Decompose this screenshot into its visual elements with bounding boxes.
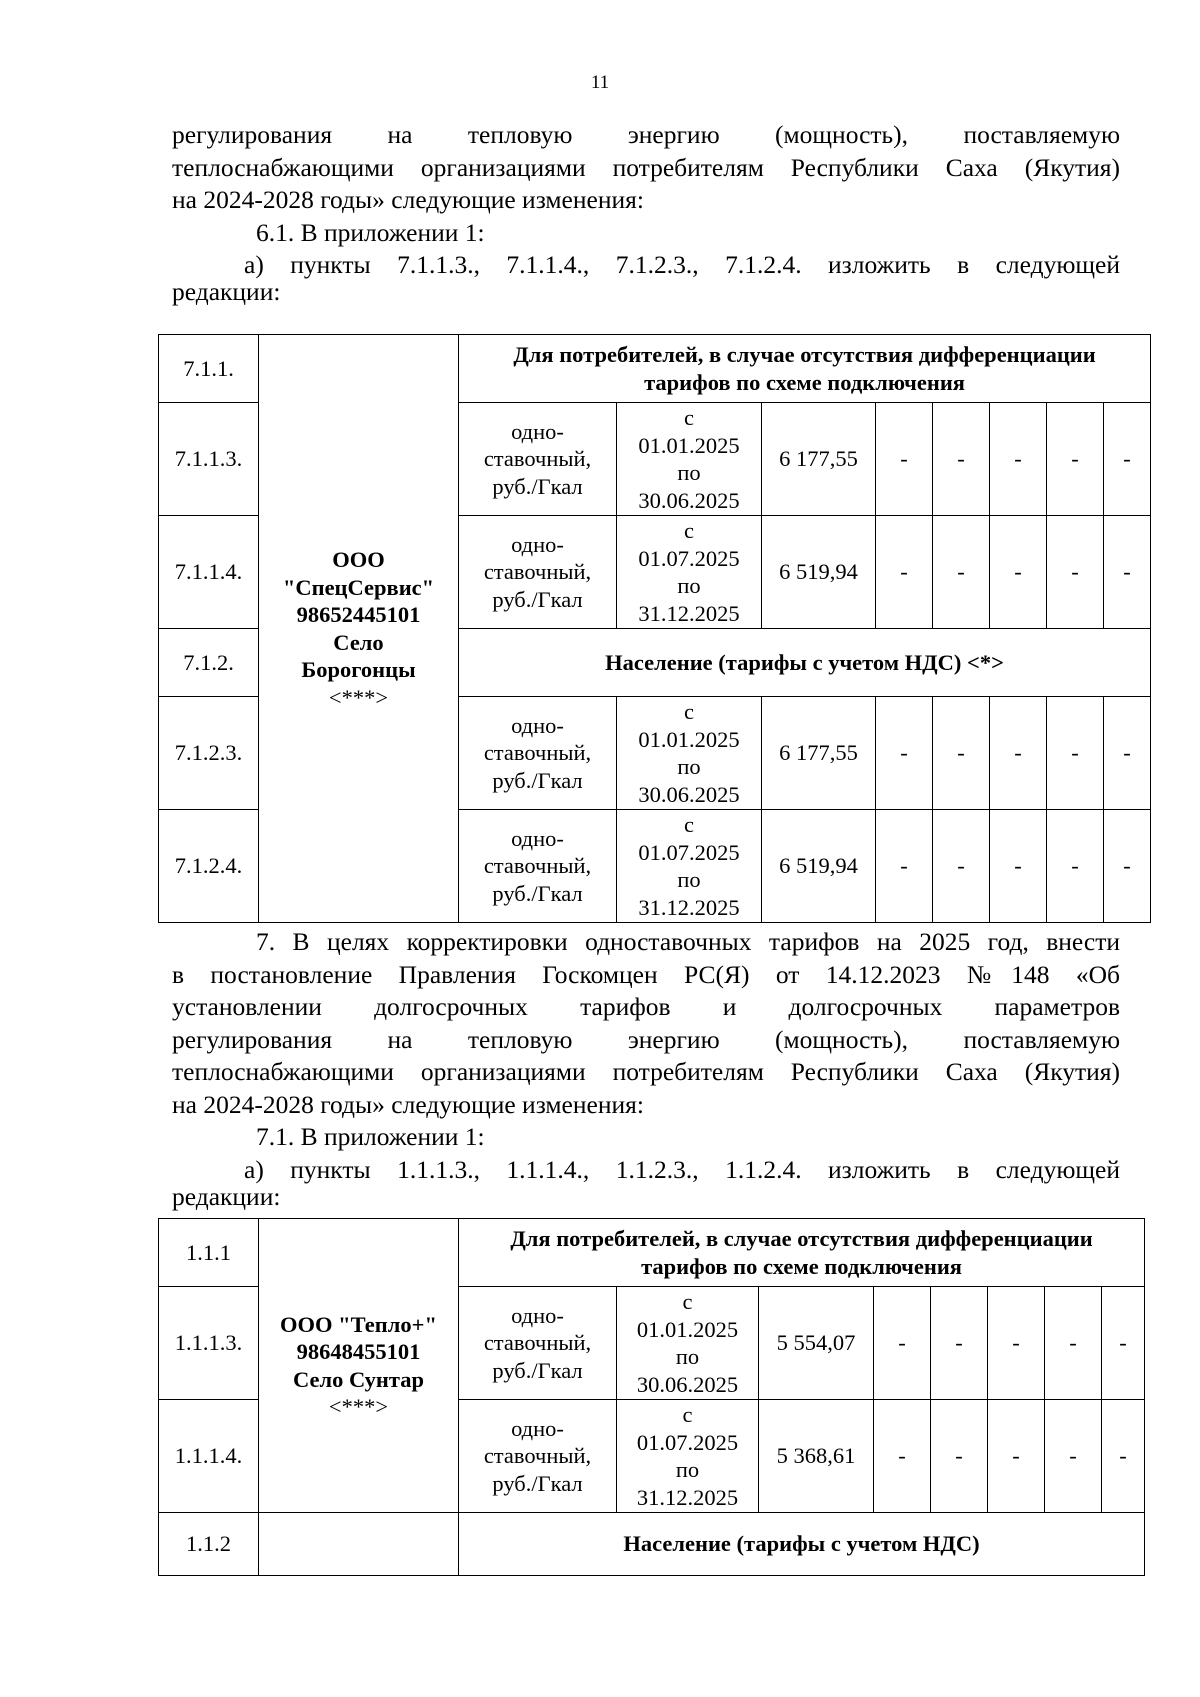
- empty-value: -: [933, 516, 990, 629]
- tariff-type: [459, 1287, 617, 1400]
- tariff-period: [617, 697, 762, 810]
- row-code: 7.1.1.: [159, 335, 259, 403]
- period-line: по: [675, 1344, 700, 1369]
- period-line: с: [684, 699, 694, 724]
- period-line: 30.06.2025: [638, 487, 740, 513]
- tariff-value: 5 554,07: [759, 1287, 874, 1400]
- tariff-type-line: руб./Гкал: [492, 1470, 583, 1496]
- period-line: 30.06.2025: [638, 781, 740, 807]
- tariff-type-line: одно-: [511, 418, 564, 444]
- text-line: на 2024-2028 годы» следующие изменения:: [172, 1089, 644, 1119]
- period-line: 31.12.2025: [638, 894, 740, 920]
- empty-value: -: [1104, 810, 1151, 923]
- period-line: с: [682, 1289, 693, 1314]
- tariff-type-line: ставочный,: [483, 1330, 592, 1356]
- text-line: на 2024-2028 годы» следующие изменения:: [172, 185, 644, 214]
- period-line: с: [684, 518, 694, 543]
- tariff-type-line: ставочный,: [483, 559, 592, 585]
- section-title: [459, 335, 1151, 403]
- table-row: [159, 335, 1151, 403]
- row-code: 1.1.1.3.: [159, 1287, 259, 1400]
- tariff-type: [459, 697, 617, 810]
- subsection-heading: 7.1. В приложении 1:: [256, 1122, 485, 1151]
- table-row: [159, 1219, 1145, 1287]
- empty-value: -: [876, 810, 933, 923]
- text-line: редакции:: [172, 1181, 281, 1211]
- empty-value: -: [1102, 1287, 1145, 1400]
- tariff-type-line: руб./Гкал: [492, 1357, 583, 1383]
- section-title: [459, 629, 1151, 697]
- text-line: регулирования на тепловую энергию (мощность), поставляемую: [172, 120, 1120, 149]
- tariff-period: [617, 516, 762, 629]
- intro-paragraph: [172, 119, 1120, 306]
- period-line: с: [682, 1402, 693, 1427]
- empty-value: -: [1045, 1287, 1102, 1400]
- organization-cell: [259, 1219, 459, 1513]
- section-title: [459, 1219, 1145, 1287]
- org-footnote-mark: <***>: [328, 684, 389, 710]
- tariff-table-spetsservis: [158, 334, 1151, 923]
- tariff-type-line: ставочный,: [483, 740, 592, 766]
- text-line: установлении долгосрочных тарифов и долгосрочных параметров: [172, 992, 1120, 1021]
- org-inn: 98648455101: [296, 1339, 421, 1364]
- text-line: теплоснабжающими организациями потребителям Республики Саха (Якутия): [172, 152, 1120, 182]
- tariff-type-line: ставочный,: [483, 853, 592, 879]
- tariff-type-line: одно-: [511, 712, 564, 738]
- org-name-line: ООО "Тепло+": [280, 1311, 437, 1337]
- period-line: 31.12.2025: [638, 600, 740, 626]
- period-line: 30.06.2025: [636, 1371, 739, 1397]
- empty-value: -: [1104, 403, 1151, 516]
- period-line: 01.07.2025: [636, 1429, 739, 1455]
- empty-value: -: [931, 1287, 988, 1400]
- org-name-line: "СпецСервис": [282, 574, 435, 600]
- tariff-value: 5 368,61: [759, 1400, 874, 1513]
- org-name-line: ООО: [332, 547, 385, 572]
- period-line: по: [677, 867, 701, 892]
- organization-cell: [259, 335, 459, 923]
- empty-value: -: [933, 697, 990, 810]
- section-title-line: Население (тарифы с учетом НДС): [623, 1531, 980, 1557]
- tariff-table-teplo-plus: [158, 1218, 1145, 1576]
- tariff-value: 6 177,55: [762, 697, 876, 810]
- table-row: [159, 1513, 1145, 1576]
- empty-value: -: [1047, 697, 1104, 810]
- row-code: 7.1.1.4.: [159, 516, 259, 629]
- text-line: в постановление Правления Госкомцен РС(Я) от 14.12.2023 №148 «Об: [172, 959, 1120, 989]
- period-line: 01.01.2025: [638, 726, 740, 752]
- tariff-type-line: руб./Гкал: [492, 880, 583, 906]
- tariff-type-line: одно-: [511, 531, 564, 557]
- tariff-type: [459, 403, 617, 516]
- empty-value: -: [990, 810, 1047, 923]
- row-code: 1.1.1.4.: [159, 1400, 259, 1513]
- empty-value: -: [990, 403, 1047, 516]
- section-title-line: тарифов по схеме подключения: [641, 1253, 962, 1279]
- empty-value: -: [876, 697, 933, 810]
- tariff-type-line: одно-: [511, 1302, 564, 1328]
- row-code: 1.1.2: [159, 1513, 259, 1576]
- section-title-line: Население (тарифы с учетом НДС) <*>: [605, 649, 1004, 675]
- period-line: по: [675, 1457, 700, 1482]
- period-line: 31.12.2025: [636, 1484, 739, 1510]
- tariff-type-line: одно-: [511, 1415, 564, 1441]
- empty-value: -: [874, 1400, 931, 1513]
- tariff-value: 6 519,94: [762, 516, 876, 629]
- empty-value: -: [931, 1400, 988, 1513]
- row-code: 7.1.2.4.: [159, 810, 259, 923]
- empty-value: -: [874, 1287, 931, 1400]
- text-line: а) пункты 1.1.1.3., 1.1.1.4., 1.1.2.3., 1.1.2.4. изложить в следующей: [244, 1154, 1120, 1184]
- empty-value: -: [1047, 810, 1104, 923]
- row-code: 7.1.2.3.: [159, 697, 259, 810]
- tariff-type-line: ставочный,: [483, 1443, 592, 1469]
- period-line: 01.01.2025: [638, 432, 740, 458]
- row-code: 7.1.2.: [159, 629, 259, 697]
- tariff-type-line: одно-: [511, 825, 564, 851]
- tariff-type: [459, 516, 617, 629]
- org-inn: 98652445101: [296, 602, 421, 627]
- org-locality-line: Село Сунтар: [292, 1366, 424, 1392]
- period-line: 01.01.2025: [636, 1316, 739, 1342]
- empty-value: -: [1045, 1400, 1102, 1513]
- tariff-type-line: ставочный,: [483, 446, 592, 472]
- empty-value: -: [1104, 516, 1151, 629]
- row-code: 7.1.1.3.: [159, 403, 259, 516]
- org-locality-line: Село: [333, 629, 384, 655]
- period-line: с: [684, 405, 694, 430]
- section-title-line: Для потребителей, в случае отсутствия дифференциации: [513, 342, 1096, 367]
- page-number: 11: [590, 72, 610, 93]
- tariff-period: [617, 1287, 759, 1400]
- period-line: 01.07.2025: [638, 839, 740, 865]
- empty-value: -: [988, 1400, 1045, 1513]
- section-title-line: тарифов по схеме подключения: [644, 369, 965, 395]
- tariff-value: 6 519,94: [762, 810, 876, 923]
- tariff-period: [617, 403, 762, 516]
- empty-cell: [259, 1513, 459, 1576]
- tariff-type: [459, 810, 617, 923]
- empty-value: -: [933, 810, 990, 923]
- section-title: [459, 1513, 1145, 1576]
- tariff-type-line: руб./Гкал: [492, 586, 583, 612]
- text-line: 7. В целях корректировки одноставочных тарифов на 2025 год, внести: [256, 927, 1120, 956]
- org-footnote-mark: <***>: [328, 1394, 389, 1419]
- empty-value: -: [1102, 1400, 1145, 1513]
- tariff-value: 6 177,55: [762, 403, 876, 516]
- tariff-type-line: руб./Гкал: [492, 473, 583, 499]
- tariff-type: [459, 1400, 617, 1513]
- empty-value: -: [1104, 697, 1151, 810]
- text-line: теплоснабжающими организациями потребителям Республики Саха (Якутия): [172, 1057, 1120, 1086]
- tariff-period: [617, 1400, 759, 1513]
- period-line: по: [677, 754, 701, 779]
- org-locality-line: Борогонцы: [301, 657, 416, 682]
- empty-value: -: [1047, 403, 1104, 516]
- text-line: а) пункты 7.1.1.3., 7.1.1.4., 7.1.2.3., 7.1.2.4. изложить в следующей: [244, 250, 1120, 279]
- period-line: по: [677, 573, 701, 598]
- empty-value: -: [988, 1287, 1045, 1400]
- empty-value: -: [876, 403, 933, 516]
- period-line: 01.07.2025: [638, 545, 740, 571]
- empty-value: -: [876, 516, 933, 629]
- row-code: 1.1.1: [159, 1219, 259, 1287]
- empty-value: -: [990, 697, 1047, 810]
- tariff-type-line: руб./Гкал: [492, 767, 583, 793]
- tariff-period: [617, 810, 762, 923]
- subsection-heading: 6.1. В приложении 1:: [256, 217, 485, 247]
- period-line: по: [677, 460, 701, 485]
- empty-value: -: [990, 516, 1047, 629]
- text-line: редакции:: [172, 277, 281, 306]
- section-7-paragraph: [172, 926, 1120, 1211]
- period-line: с: [684, 812, 694, 837]
- section-title-line: Для потребителей, в случае отсутствия дифференциации: [510, 1226, 1093, 1251]
- empty-value: -: [1047, 516, 1104, 629]
- empty-value: -: [933, 403, 990, 516]
- text-line: регулирования на тепловую энергию (мощность), поставляемую: [172, 1024, 1120, 1054]
